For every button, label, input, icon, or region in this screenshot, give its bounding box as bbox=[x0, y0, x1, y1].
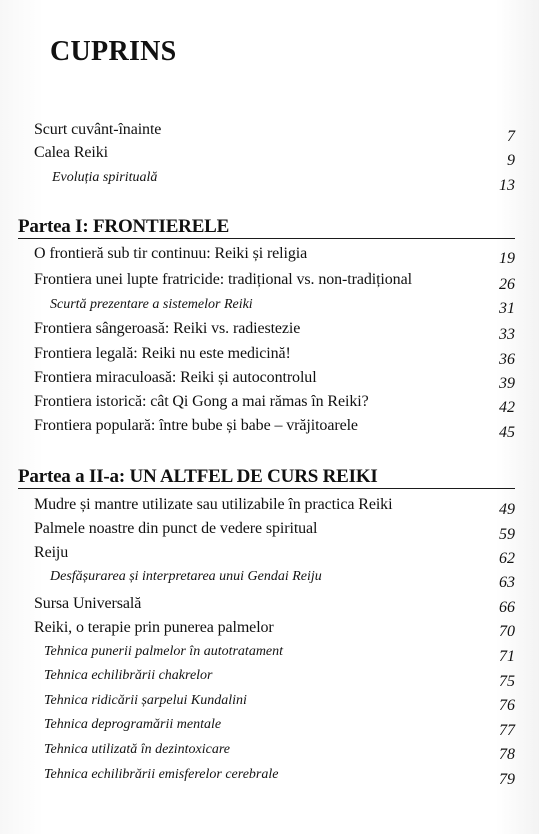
toc-entry-part1-item-8: Frontiera populară: între bube și babe – vrăjitoarele bbox=[34, 417, 358, 434]
toc-page-number: 9 bbox=[507, 152, 515, 169]
toc-page-number: 79 bbox=[499, 771, 515, 788]
toc-page-number: 75 bbox=[499, 673, 515, 690]
toc-entry-part2-item-3: Reiju bbox=[34, 544, 69, 561]
section-heading-part-i: Partea I: FRONTIERELE bbox=[18, 216, 230, 237]
toc-entry-part1-item-7: Frontiera istorică: cât Qi Gong a mai rămas în Reiki? bbox=[34, 393, 369, 410]
toc-page-number: 62 bbox=[499, 550, 515, 567]
section-divider bbox=[18, 488, 515, 489]
toc-entry-part1-item-4: Frontiera sângeroasă: Reiki vs. radiestezie bbox=[34, 320, 301, 337]
toc-entry-part2-item-2: Palmele noastre din punct de vedere spiritual bbox=[34, 520, 318, 537]
toc-page-number: 76 bbox=[499, 697, 515, 714]
toc-subentry-part2-item-7: Tehnica punerii palmelor în autotratament bbox=[44, 644, 284, 659]
toc-page-number: 26 bbox=[499, 276, 515, 293]
toc-page-number: 7 bbox=[507, 128, 515, 145]
toc-page-number: 36 bbox=[499, 351, 515, 368]
toc-entry-scurt-cuvant-inainte: Scurt cuvânt-înainte bbox=[34, 121, 162, 138]
toc-subentry-part2-item-12: Tehnica echilibrării emisferelor cerebrale bbox=[44, 767, 279, 782]
toc-subentry-part2-item-4: Desfășurarea și interpretarea unui Gendai Reiju bbox=[50, 569, 322, 584]
toc-entry-part1-item-2: Frontiera unei lupte fratricide: tradițional vs. non-tradițional bbox=[34, 271, 412, 288]
toc-subentry-part2-item-9: Tehnica ridicării șarpelui Kundalini bbox=[44, 693, 247, 708]
toc-entry-part2-item-5: Sursa Universală bbox=[34, 595, 142, 612]
page-title: CUPRINS bbox=[50, 36, 177, 67]
toc-page-number: 19 bbox=[499, 250, 515, 267]
toc-entry-part1-item-6: Frontiera miraculoasă: Reiki și autocontrolul bbox=[34, 369, 317, 386]
toc-page-number: 77 bbox=[499, 722, 515, 739]
toc-subentry-evolutia-spirituala: Evoluția spirituală bbox=[52, 170, 158, 185]
toc-page-number: 39 bbox=[499, 375, 515, 392]
toc-page-number: 42 bbox=[499, 399, 515, 416]
toc-page-number: 13 bbox=[499, 177, 515, 194]
toc-subentry-part2-item-10: Tehnica deprogramării mentale bbox=[44, 717, 222, 732]
toc-page-number: 70 bbox=[499, 623, 515, 640]
toc-entry-part1-item-5: Frontiera legală: Reiki nu este medicină! bbox=[34, 345, 291, 362]
toc-entry-part1-item-1: O frontieră sub tir continuu: Reiki și religia bbox=[34, 245, 308, 262]
toc-page-number: 63 bbox=[499, 574, 515, 591]
toc-entry-part2-item-1: Mudre și mantre utilizate sau utilizabile în practica Reiki bbox=[34, 496, 393, 513]
toc-page-number: 45 bbox=[499, 424, 515, 441]
toc-page-number: 33 bbox=[499, 326, 515, 343]
toc-page-number: 71 bbox=[499, 648, 515, 665]
toc-page-number: 66 bbox=[499, 599, 515, 616]
toc-subentry-part2-item-11: Tehnica utilizată în dezintoxicare bbox=[44, 742, 231, 757]
toc-entry-part2-item-6: Reiki, o terapie prin punerea palmelor bbox=[34, 619, 274, 636]
toc-page-number: 78 bbox=[499, 746, 515, 763]
toc-page-number: 59 bbox=[499, 526, 515, 543]
toc-page-number: 31 bbox=[499, 300, 515, 317]
toc-entry-calea-reiki: Calea Reiki bbox=[34, 144, 108, 161]
toc-page-number: 49 bbox=[499, 501, 515, 518]
section-heading-part-ii: Partea a II-a: UN ALTFEL DE CURS REIKI bbox=[18, 466, 378, 487]
section-divider bbox=[18, 238, 515, 239]
toc-subentry-part1-item-3: Scurtă prezentare a sistemelor Reiki bbox=[50, 297, 253, 312]
toc-subentry-part2-item-8: Tehnica echilibrării chakrelor bbox=[44, 668, 213, 683]
